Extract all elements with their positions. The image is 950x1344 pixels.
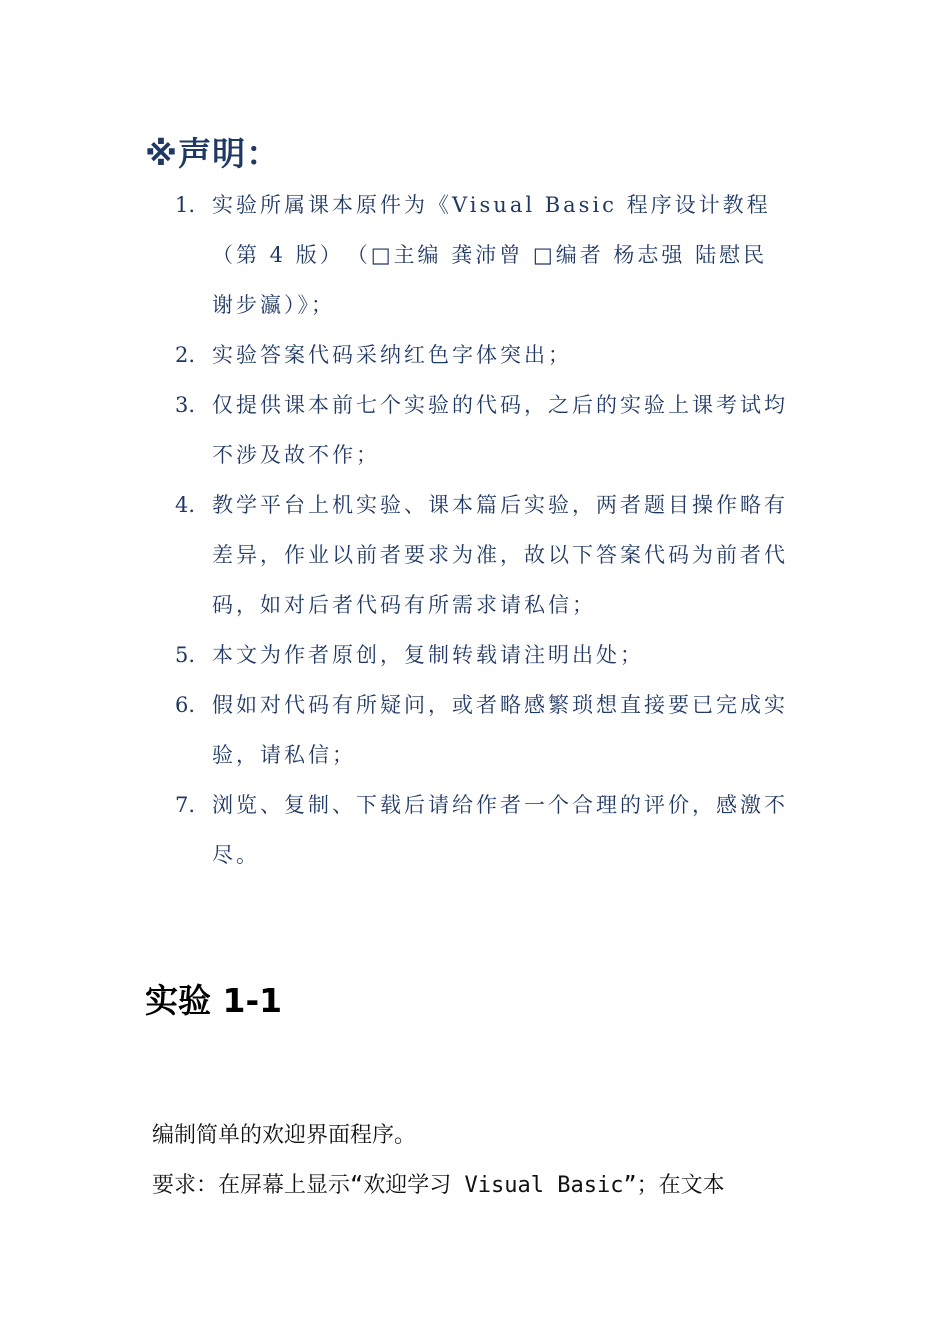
experiment-title: 实验 1-1 <box>145 981 283 1020</box>
list-item <box>175 630 795 680</box>
list-item <box>175 780 795 880</box>
item-number: 2. <box>175 343 196 367</box>
item-text: 假如对代码有所疑问，或者略感繁琐想直接要已完成实验，请私信； <box>212 693 788 767</box>
list-item <box>175 380 795 480</box>
declaration-title: ※声明： <box>145 134 281 173</box>
list-item <box>175 480 795 630</box>
item-number: 4. <box>175 493 196 517</box>
item-number: 7. <box>175 793 196 817</box>
declaration-list <box>175 180 795 880</box>
item-text: 本文为作者原创，复制转载请注明出处； <box>212 643 644 667</box>
list-item <box>175 680 795 780</box>
item-text: 仅提供课本前七个实验的代码，之后的实验上课考试均不涉及故不作； <box>212 393 788 467</box>
item-text: 教学平台上机实验、课本篇后实验，两者题目操作略有差异，作业以前者要求为准，故以下答案代码为前者代码，如对后者代码有所需求请私信； <box>212 493 788 617</box>
experiment-paragraph: 要求：在屏幕上显示“欢迎学习 Visual Basic”；在文本 <box>152 1173 725 1198</box>
item-number: 1. <box>175 193 196 217</box>
list-item <box>175 180 795 330</box>
item-number: 3. <box>175 393 196 417</box>
item-text: 实验答案代码采纳红色字体突出； <box>212 343 572 367</box>
item-text: 浏览、复制、下载后请给作者一个合理的评价，感激不尽。 <box>212 793 788 867</box>
item-number: 5. <box>175 643 196 667</box>
item-number: 6. <box>175 693 196 717</box>
experiment-paragraph: 编制简单的欢迎界面程序。 <box>152 1123 417 1148</box>
item-text: 实验所属课本原件为《Visual Basic 程序设计教程（第 4 版） （□主编 龚沛曾 □编者 杨志强 陆慰民 谢步瀛）》； <box>212 193 771 317</box>
list-item <box>175 330 795 380</box>
